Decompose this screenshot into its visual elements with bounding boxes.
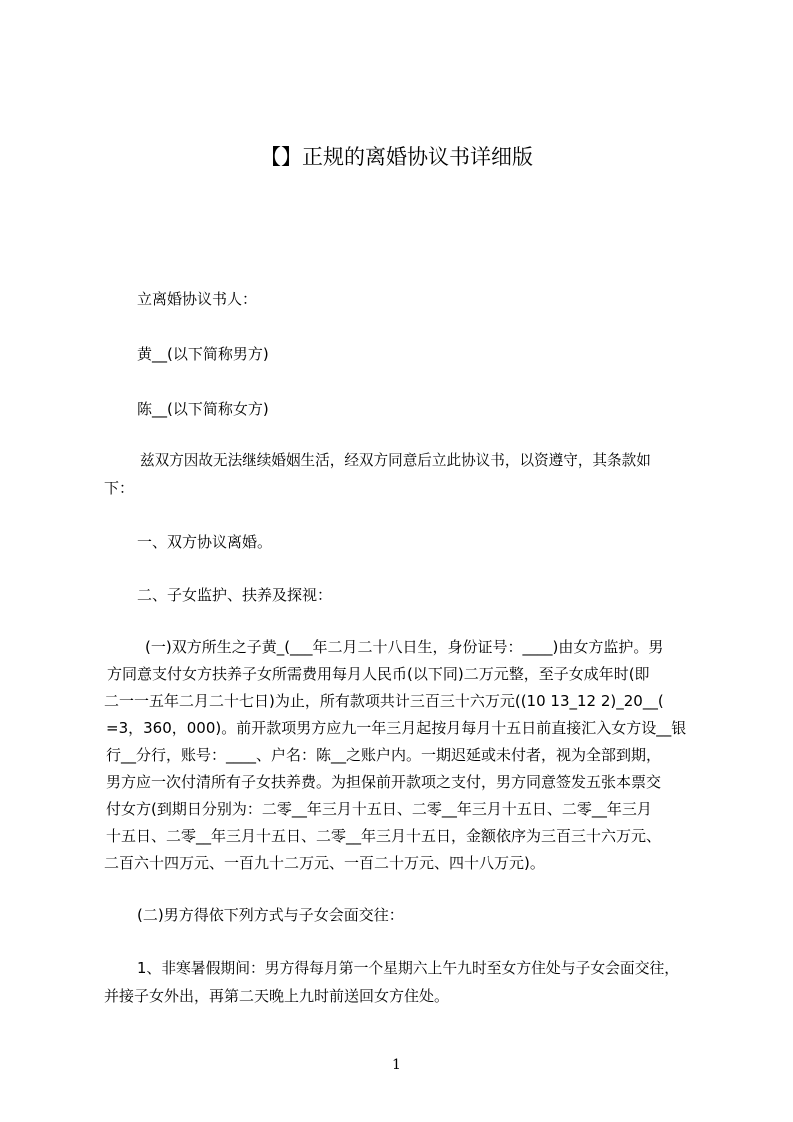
document-title: 【】正规的离婚协议书详细版: [260, 145, 533, 169]
clause-1-line: (一)双方所生之子黄_(___年二月二十八日生，身份证号：____)由女方监护。男: [145, 638, 664, 656]
clause-1-line: 十五日、二零__年三月十五日、二零__年三月十五日，金额依序为三百三十六万元、: [106, 827, 662, 845]
party-female: 陈__(以下简称女方): [137, 400, 269, 418]
section-two: 二、子女监护、扶养及探视：: [137, 586, 333, 604]
clause-1-line: 行__分行，账号：____、户名：陈__之账户内。一期迟延或未付者，视为全部到期，: [106, 746, 662, 764]
section-one: 一、双方协议离婚。: [137, 533, 273, 551]
clause-1-line: 二百六十四万元、一百九十二万元、一百二十万元、四十八万元)。: [104, 854, 545, 872]
page-number: 1: [392, 1057, 401, 1073]
clause-1-line: 男方应一次付清所有子女扶养费。为担保前开款项之支付，男方同意签发五张本票交: [106, 773, 662, 791]
clause-1-line: =3，360，000)。前开款项男方应九一年三月起按月每月十五日前直接汇入女方设__银: [106, 719, 687, 737]
party-male: 黄__(以下简称男方): [137, 345, 269, 363]
preamble-line-1: 兹双方因故无法继续婚姻生活，经双方同意后立此协议书，以资遵守，其条款如: [140, 452, 651, 469]
clause-1-line: 付女方(到期日分别为：二零__年三月十五日、二零__年三月十五日、二零__年三月: [106, 800, 652, 818]
clause-2-item-1-line-1: 1、非寒暑假期间：男方得每月第一个星期六上午九时至女方住处与子女会面交往，: [137, 960, 680, 977]
preamble-line-2: 下：: [104, 479, 135, 497]
clause-1-line: 方同意支付女方扶养子女所需费用每月人民币(以下同)二万元整，至子女成年时(即: [107, 665, 650, 683]
clause-2-heading: (二)男方得依下列方式与子女会面交往：: [137, 906, 404, 924]
clause-1-line: 二一一五年二月二十七日)为止，所有款项共计三百三十六万元((10 13_12 2)_20__(: [104, 692, 664, 710]
clause-2-item-1-line-2: 并接子女外出，再第二天晚上九时前送回女方住处。: [104, 987, 450, 1005]
parties-heading: 立离婚协议书人：: [137, 290, 258, 308]
